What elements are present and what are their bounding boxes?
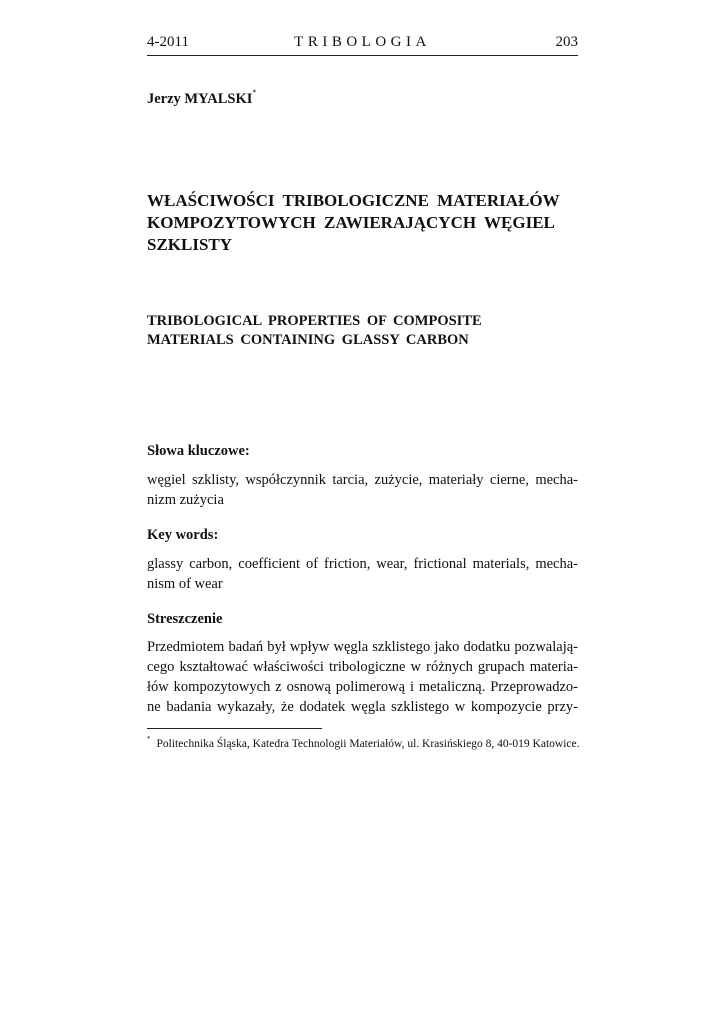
text-line: węgiel szklisty, współczynnik tarcia, zużycie, materiały cierne, mecha- <box>147 472 578 488</box>
keywords-en-heading: Key words: <box>147 527 219 543</box>
author-name: Jerzy MYALSKI <box>147 90 253 107</box>
text-line: nizm zużycia <box>147 492 224 508</box>
keywords-en-text <box>147 554 578 594</box>
title-polish-line: SZKLISTY <box>147 235 233 254</box>
text-line: ne badania wykazały, że dodatek węgla szklistego w kompozycie przy- <box>147 699 578 715</box>
title-polish-line: WŁAŚCIWOŚCI TRIBOLOGICZNE MATERIAŁÓW <box>147 191 560 210</box>
footnote-mark: * <box>147 735 151 743</box>
text-line: glassy carbon, coefficient of friction, wear, frictional materials, mecha- <box>147 556 578 572</box>
text-line: Przedmiotem badań był wpływ węgla szklistego jako dodatku pozwalają- <box>147 639 578 655</box>
text-line: łów kompozytowych z osnową polimerową i metaliczną. Przeprowadzo- <box>147 679 578 695</box>
issue-number: 4-2011 <box>147 34 189 50</box>
keywords-pl-text <box>147 470 578 510</box>
title-english-line: TRIBOLOGICAL PROPERTIES OF COMPOSITE <box>147 313 482 329</box>
text-line: nism of wear <box>147 576 223 592</box>
title-english <box>147 312 578 350</box>
footnote-rule <box>147 728 322 729</box>
text-line: cego kształtować właściwości tribologiczne w różnych grupach materia- <box>147 659 578 675</box>
running-header <box>147 34 578 54</box>
author <box>147 90 256 108</box>
journal-name: TRIBOLOGIA <box>294 34 431 50</box>
abstract-heading: Streszczenie <box>147 611 223 627</box>
header-rule <box>147 55 578 56</box>
keywords-pl-heading: Słowa kluczowe: <box>147 443 250 459</box>
title-english-line: MATERIALS CONTAINING GLASSY CARBON <box>147 332 469 348</box>
footnote <box>147 736 580 750</box>
title-polish-line: KOMPOZYTOWYCH ZAWIERAJĄCYCH WĘGIEL <box>147 213 555 232</box>
abstract-text <box>147 637 578 717</box>
footnote-text: Politechnika Śląska, Katedra Technologii Materiałów, ul. Krasińskiego 8, 40-019 Katowice. <box>156 737 580 750</box>
page-number: 203 <box>555 34 578 50</box>
author-footnote-mark: * <box>252 88 257 97</box>
title-polish <box>147 190 578 256</box>
